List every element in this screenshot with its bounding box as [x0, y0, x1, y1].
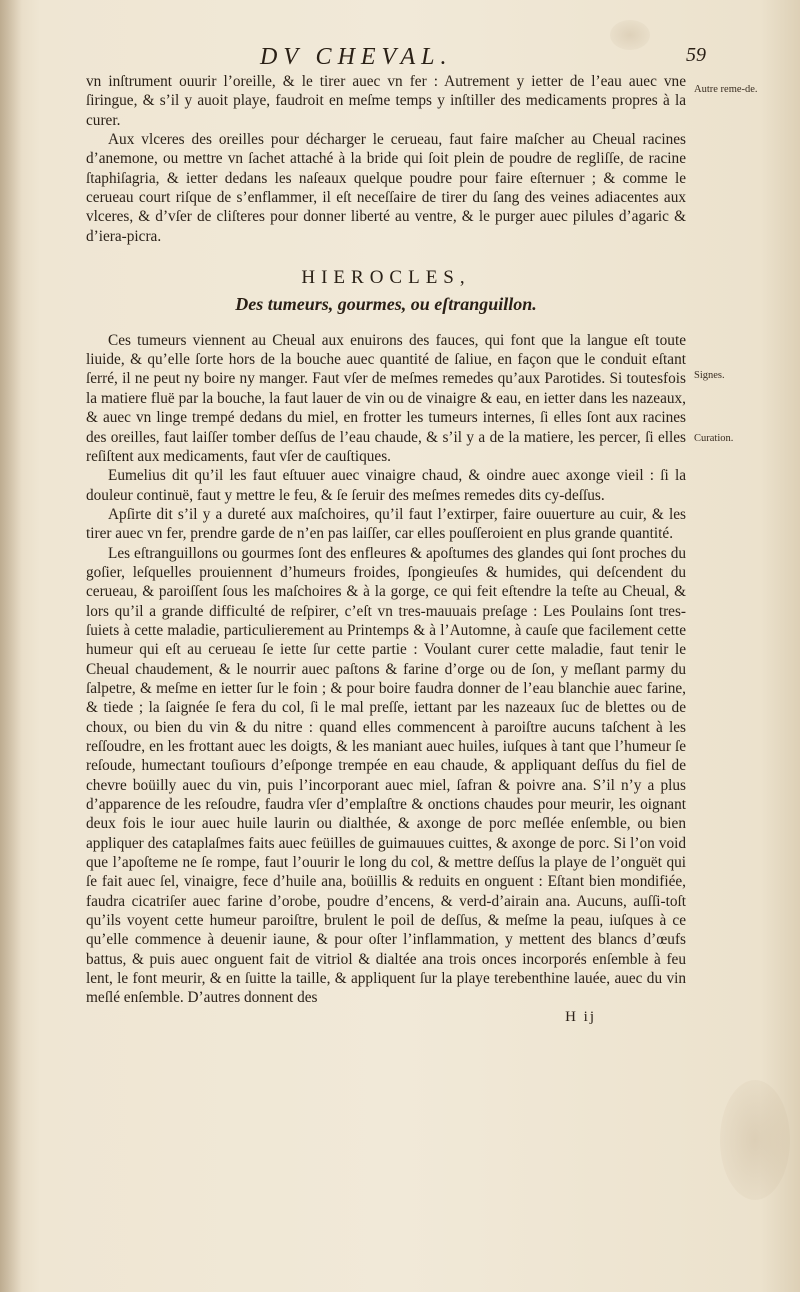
paragraph: Ces tumeurs viennent au Cheual aux enuirons des fauces, qui font que la langue eſt toute liuide, & qu’elle ſorte hors de la bouche auec quantité de ſaliue, en façon que le conduit eſtant ſerré, il ne peut ny boire ny manger. Faut vſer de meſmes remedes qu’aux Parotides. Si toutesfois la matiere fluë par la bouche, la faut lauer de vin ou de vinaigre & eau, en ietter dans les nazeaux, & auec vn linge trempé dedans du miel, en frotter les tumeurs internes, ſi elles ſont aux racines des oreilles, faut laiſſer tomber deſſus de l’eau chaude, & s’il y a de la matiere, les percer, ſi elles reſiſtent aux medicaments, faut vſer de cauſtiques. — [86, 331, 686, 465]
main-text — [86, 72, 686, 1027]
page-number: 59 — [686, 44, 706, 66]
signature-mark: H ij — [565, 1008, 596, 1025]
marginal-note-autre-remede: Autre reme-de. — [694, 84, 758, 95]
running-title: DV CHEVAL. — [260, 44, 453, 70]
marginal-note-curation: Curation. — [694, 433, 734, 444]
paragraph: vn inſtrument ouurir l’oreille, & le tirer auec vn fer : Autrement y ietter de l’eau auec vne ſiringue, & s’il y auoit playe, faudroit en meſme temps y inſtiller des medicaments propres à la curer. — [86, 73, 686, 129]
running-head — [90, 44, 710, 70]
section-heading: HIEROCLES, — [301, 267, 471, 289]
section-subheading: Des tumeurs, gourmes, ou eſtranguillon. — [235, 294, 537, 315]
marginal-note-signes: Signes. — [694, 370, 725, 381]
paper-stain — [720, 1080, 790, 1200]
binding-gutter-shadow — [0, 0, 22, 1292]
paragraph: Aux vlceres des oreilles pour décharger le cerueau, faut faire maſcher au Cheual racines d’anemone, ou mettre vn ſachet attaché à la bride qui ſoit plein de poudre de regliſſe, de racine ſtaphiſagria, & ietter dedans les naſeaux quelque poudre pour faire eſternuer ; & comme le cerueau court riſque de s’enflammer, il eſt neceſſaire de tirer du ſang des veines adiacentes aux vlceres, & d’vſer de cliſteres pour donner liberté au ventre, & le purger auec pilules d’agaric & d’iera-picra. — [86, 131, 686, 245]
paragraph: Les eſtranguillons ou gourmes ſont des enfleures & apoſtumes des glandes qui ſont proches du goſier, leſquelles prouiennent d’humeurs froides, ſpongieuſes & humides, qui deſcendent du cerueau, & paroiſſent ſous les maſchoires & à la gorge, ce qui feit eſtendre la teſte au Cheual, & lors qu’il a grande difficulté de reſpirer, c’eſt vn tres-mauuais preſage : Les Poulains ſont tres-ſuiets à cette maladie, particulierement au Printemps & à l’Automne, à cauſe que facilement cette humeur qui eſt au cerueau ſe iette ſur cette partie : Voulant curer cette maladie, faut tenir le Cheual chaudement, & le nourrir auec paſtons & farine d’orge ou de ſon, y meſlant parmy du ſalpetre, & meſme en ietter ſur le foin ; & pour boire faudra donner de l’eau blanchie auec farine, & tiede ; la ſaignée ſe fera du col, ſi le mal preſſe, iettant par les nazeaux ſuc de blettes ou de choux, ou bien du vin & du nitre : quand elles commencent à paroiſtre aucuns taſchent à les reſſoudre, en les frottant auec les doigts, & les maniant auec huiles, iuſques à tant que l’humeur ſe reſoude, humectant touſiours d’eſponge trempée en eau chaude, & appliquant deſſus du fiel de chevre boüilly auec du vin, puis l’incorporant auec miel, ſafran & poivre ana. S’il n’y a plus d’apparence de les reſoudre, faudra vſer d’emplaſtre & onctions chaudes pour meurir, les oignant deux fois le iour auec huile laurin ou dialthée, & axonge de porc meſlée enſemble, ou bien appliquer des cataplaſmes faits auec feüilles de guimauues cuittes, & axonge de porc. Si l’on void que l’apoſteme ne ſe rompe, faut l’ouurir le long du col, & mettre deſſus la playe de l’onguët qui ſe fait auec ſel, vinaigre, fece d’huile ana, boüillis & reduits en onguent : Eſtant bien mondifiée, faudra cicatriſer auec farine d’orobe, poudre d’encens, & verd-d’airain ana. Aucuns, auſſi-toſt qu’ils voyent cette humeur paroiſtre, brulent le poil de deſſus, & meſme la peau, iuſques à ce qu’elle commence à deuenir iaune, & pour oſter l’inflammation, y mettent des blancs d’œufs battus, & puis auec onguent fait de vitriol & dialtée ana trois onces incorporés enſemble à feu lent, le font meurir, & en ſuitte la taille, & appliquent ſur la playe terebenthine lauée, auec du vin meſlé enſemble. D’autres donnent des — [86, 544, 686, 1007]
paragraph: Apſirte dit s’il y a dureté aux maſchoires, qu’il faut l’extirper, faire ouuerture au cuir, & les tirer auec vn fer, prendre garde de n’en pas laiſſer, car elles pouſſeroient en plus grande quantité. — [86, 505, 686, 543]
paragraph: Eumelius dit qu’il les faut eſtuuer auec vinaigre chaud, & oindre auec axonge vieil : ſi la douleur continuë, faut y mettre le feu, & ſe ſeruir des meſmes remedes dits cy-deſſus. — [86, 467, 686, 504]
